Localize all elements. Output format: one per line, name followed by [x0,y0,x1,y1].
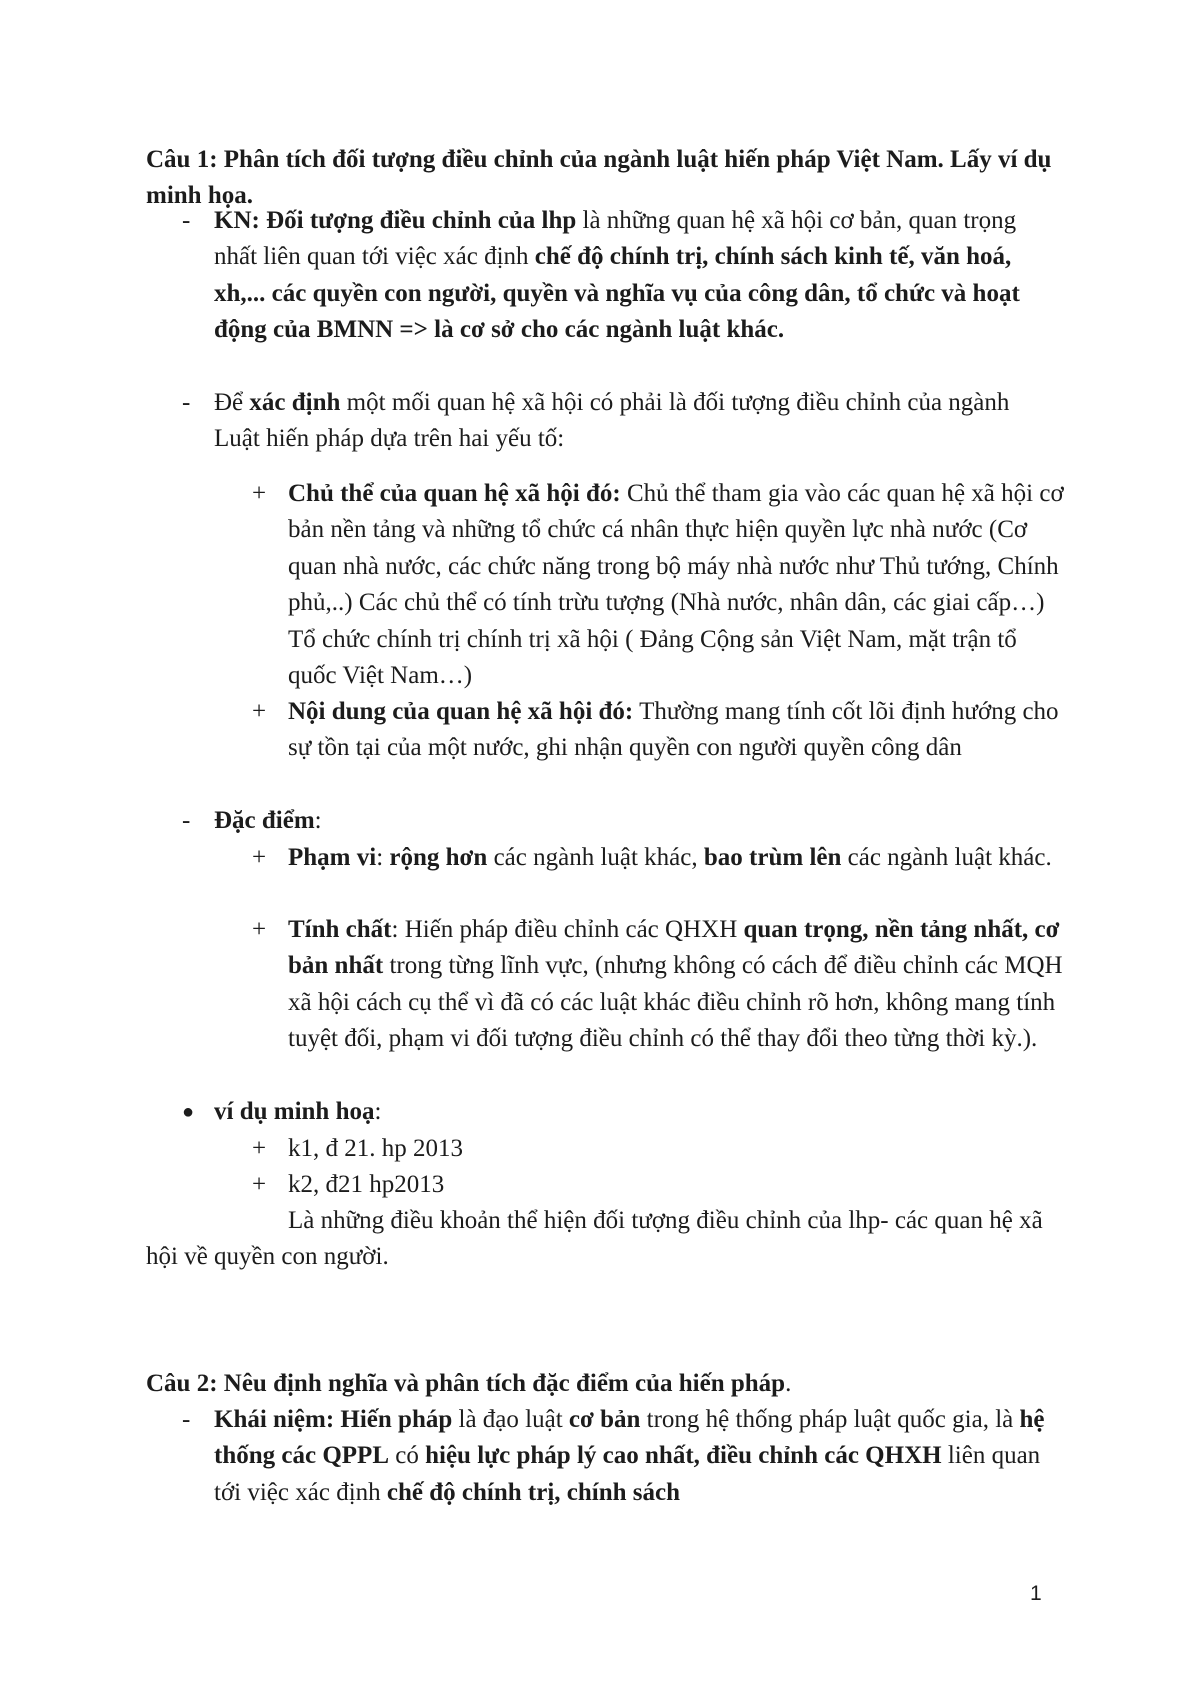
subject-text: Chủ thể tham gia vào các quan hệ xã hội cơ bản nền tảng và những tổ chức cá nhân thực hiện quyền lực nhà nước (Cơ quan nhà nước, các chức năng trong bộ máy nhà nước như Thủ tướng, Chính phủ,..) Các chủ thể có tính trừu tượng (Nhà nước, nhân dân, các giai cấp…) Tổ chức chính trị chính trị xã hội ( Đảng Cộng sản Việt Nam, mặt trận tổ quốc Việt Nam…) [288,480,1064,690]
q2-emphasis-3: hiệu lực pháp lý cao nhất, điều chỉnh các QHXH [425,1442,942,1470]
plus-marker: + [252,1171,267,1198]
example-conclusion: Là những điều khoản thể hiện đối tượng điều chỉnh của lhp- các quan hệ xã hội về quyền con người. [146,1207,1043,1271]
determination-text-2: một mối quan hệ xã hội có phải là đối tượng điều chỉnh của ngành Luật hiến pháp dựa trên hai yếu tố: [214,389,1010,453]
q1-characteristics-heading [214,803,1054,839]
q2-emphasis-2: hệ thống các QPPL [214,1406,1045,1470]
scope-text-2: các ngành luật khác, [487,844,704,871]
q2-definition-label: Khái niệm: [214,1406,335,1433]
scope-emphasis-2: bao trùm lên [703,844,842,871]
question-2-title [146,1366,1066,1402]
q1-determination [214,385,1054,458]
nature-text-2: trong từng lĩnh vực, (nhưng không có cách để điều chỉnh các MQH xã hội cách cụ thể vì đã có các luật khác điều chỉnh rõ hơn, không mang tính tuyệt đối, phạm vi đối tượng điều chỉnh có thể thay đổi theo từng thời kỳ.). [288,952,1063,1053]
page-number: 1 [1030,1582,1042,1605]
q2-emphasis-1: cơ bản [568,1406,641,1433]
q2-text-3: có [389,1442,426,1470]
definition-emphasis: chế độ chính trị, chính sách kinh tế, văn hoá, xh,... các quyền con người, quyền và nghĩa vụ của công dân, tổ chức và hoạt động của BMNN => là cơ sở cho các ngành luật khác. [214,243,1020,344]
q1-nature-item [288,912,1066,1058]
q1-example-heading [214,1094,1054,1130]
q2-text-4: liên quan tới việc xác định [214,1442,1041,1506]
subject-label: Chủ thể của quan hệ xã hội đó: [288,480,621,507]
characteristics-label: Đặc điểm [214,807,315,834]
q2-emphasis-0: Hiến pháp [340,1406,453,1433]
q1-content-item [288,694,1066,767]
q1-definition [214,203,1054,349]
q2-text-2: trong hệ thống pháp luật quốc gia, là [640,1406,1020,1433]
q1-subject-item [288,476,1066,694]
scope-text: : [376,844,390,871]
example-label: ví dụ minh hoạ [214,1098,375,1125]
scope-text-3: các ngành luật khác. [841,844,1052,871]
dash-marker: - [182,807,191,834]
question-2-title-period: . [785,1370,792,1397]
q2-emphasis-4: chế độ chính trị, chính sách [386,1478,680,1506]
nature-emphasis: quan trọng, nền tảng nhất, cơ bản nhất [288,916,1060,980]
q2-definition [214,1402,1054,1511]
dash-marker: - [182,207,191,234]
plus-marker: + [252,1135,267,1162]
nature-text: : Hiến pháp điều chỉnh các QHXH [391,916,744,943]
plus-marker: + [252,480,267,507]
definition-text: là những quan hệ xã hội cơ bản, quan trọng nhất liên quan tới việc xác định [214,207,1017,271]
content-label: Nội dung của quan hệ xã hội đó: [288,698,634,725]
dash-marker: - [182,1406,191,1433]
definition-label: KN: Đối tượng điều chỉnh của lhp [214,207,577,234]
determination-emphasis: xác định [249,389,341,416]
characteristics-colon: : [314,807,322,834]
nature-label: Tính chất [288,916,392,943]
determination-text: Để [214,389,250,416]
scope-label: Phạm vi [288,844,377,871]
question-2-title-text: Câu 2: Nêu định nghĩa và phân tích đặc điểm của hiến pháp [146,1370,786,1397]
scope-emphasis: rộng hơn [389,844,488,871]
q2-text-1: là đạo luật [452,1406,569,1433]
content-text: Thường mang tính cốt lõi định hướng cho sự tồn tại của một nước, ghi nhận quyền con người quyền công dân [288,698,1059,762]
q1-scope-item [288,840,1066,876]
question-1-title: Câu 1: Phân tích đối tượng điều chỉnh của ngành luật hiến pháp Việt Nam. Lấy ví dụ minh họa. [146,146,1052,209]
plus-marker: + [252,698,267,725]
example-item-1: k1, đ 21. hp 2013 [288,1135,463,1162]
example-colon: : [374,1098,382,1125]
dash-marker: - [182,389,191,416]
plus-marker: + [252,844,267,871]
example-item-2: k2, đ21 hp2013 [288,1171,445,1198]
plus-marker: + [252,916,267,943]
bullet-marker: ● [182,1101,195,1123]
